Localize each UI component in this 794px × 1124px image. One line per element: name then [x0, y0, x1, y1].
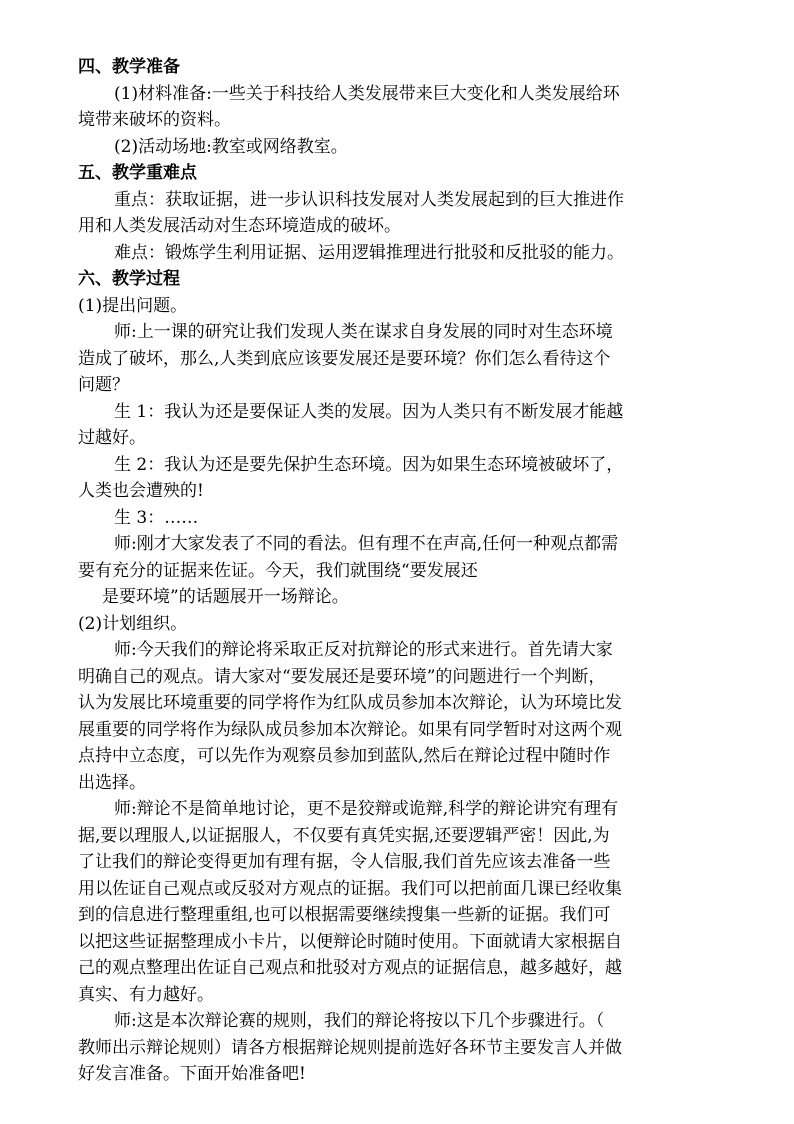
paragraph-line: 师:刚才大家发表了不同的看法。但有理不在声高,任何一种观点都需 — [114, 534, 619, 554]
paragraph-line: (2)活动场地:教室或网络教室。 — [114, 136, 348, 157]
paragraph-line: 境带来破坏的资料。 — [78, 110, 231, 130]
paragraph-line: 过越好。 — [78, 428, 146, 448]
section-heading-preparation: 四、教学准备 — [78, 57, 180, 77]
paragraph-line: 真实、有力越好。 — [78, 984, 214, 1005]
paragraph-line: (1)材料准备:一些关于科技给人类发展带来巨大变化和人类发展给环 — [114, 83, 620, 104]
paragraph-line: 据,要以理服人,以证据服人，不仅要有真凭实据,还要逻辑严密！因此,为 — [78, 825, 610, 846]
paragraph-line: 生 2：我认为还是要先保护生态环境。因为如果生态环境被破坏了， — [114, 454, 624, 475]
paragraph-line: 问题？ — [78, 375, 129, 395]
paragraph-line: 认为发展比环境重要的同学将作为红队成员参加本次辩论，认为环境比发 — [78, 693, 622, 713]
paragraph-line: 师:今天我们的辩论将采取正反对抗辩论的形式来进行。首先请大家 — [114, 640, 613, 660]
paragraph-line: 用和人类发展活动对生态环境造成的破坏。 — [78, 216, 401, 236]
paragraph-line: 是要环境”的话题展开一场辩论。 — [102, 587, 349, 607]
paragraph-line: 要有充分的证据来佐证。今天，我们就围绕“要发展还 — [78, 560, 478, 581]
section-heading-process: 六、教学过程 — [78, 269, 180, 289]
subsection-heading: (1)提出问题。 — [78, 295, 188, 316]
section-heading-key-points: 五、教学重难点 — [78, 163, 197, 183]
paragraph-line: 展重要的同学将作为绿队成员参加本次辩论。如果有同学暂时对这两个观 — [78, 719, 622, 740]
paragraph-line: 到的信息进行整理重组,也可以根据需要继续搜集一些新的证据。我们可 — [78, 905, 611, 925]
paragraph-line: 师:上一课的研究让我们发现人类在谋求自身发展的同时对生态环境 — [114, 322, 613, 342]
paragraph-line: 人类也会遭殃的! — [78, 481, 204, 501]
paragraph-line: 出选择。 — [78, 772, 146, 793]
paragraph-line: 教师出示辩论规则）请各方根据辩论规则提前选好各环节主要发言人并做 — [78, 1037, 622, 1058]
document-page — [78, 54, 718, 1088]
subsection-heading: (2)计划组织。 — [78, 613, 188, 634]
paragraph-line: 明确自己的观点。请大家对“要发展还是要环境”的问题进行一个判断， — [78, 666, 606, 687]
paragraph-line: 难点：锻炼学生利用证据、运用逻辑推理进行批驳和反批驳的能力。 — [114, 242, 624, 263]
paragraph-line: 了让我们的辩论变得更加有理有据，令人信服,我们首先应该去准备一些 — [78, 852, 611, 872]
paragraph-line: 生 1：我认为还是要保证人类的发展。因为人类只有不断发展才能越 — [114, 401, 624, 422]
paragraph-line: 生 3：…… — [114, 507, 199, 528]
paragraph-line: 好发言准备。下面开始准备吧! — [78, 1064, 306, 1084]
paragraph-line: 己的观点整理出佐证自己观点和批驳对方观点的证据信息，越多越好，越 — [78, 958, 622, 978]
paragraph-line: 重点：获取证据，进一步认识科技发展对人类发展起到的巨大推进作 — [114, 189, 624, 210]
paragraph-line: 造成了破坏，那么,人类到底应该要发展还是要环境？你们怎么看待这个 — [78, 348, 611, 369]
paragraph-line: 点持中立态度，可以先作为观察员参加到蓝队,然后在辩论过程中随时作 — [78, 746, 611, 766]
paragraph-line: 师:这是本次辩论赛的规则，我们的辩论将按以下几个步骤进行。（ — [114, 1011, 605, 1031]
paragraph-line: 用以佐证自己观点或反驳对方观点的证据。我们可以把前面几课已经收集 — [78, 878, 622, 899]
paragraph-line: 师:辩论不是简单地讨论，更不是狡辩或诡辩,科学的辩论讲究有理有 — [114, 799, 619, 819]
paragraph-line: 以把这些证据整理成小卡片，以便辩论时随时使用。下面就请大家根据自 — [78, 931, 622, 952]
